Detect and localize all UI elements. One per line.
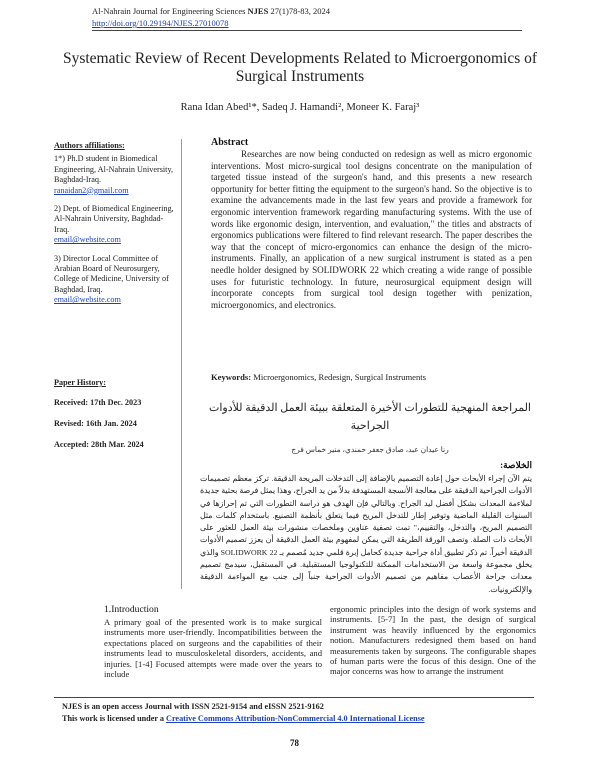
paper-title: Systematic Review of Recent Developments Related to Microergonomics of Surgical Instruments [62,50,538,85]
journal-name: Al-Nahrain Journal for Engineering Sciences [92,6,248,16]
arabic-authors: رنا عيدان عبد، صادق جعفر حمندي، منير خماس فرج [291,445,449,454]
page-number: 78 [290,738,299,748]
header-divider [92,30,522,31]
license-link[interactable]: Creative Commons Attribution-NonCommercial 4.0 International License [166,714,425,723]
affiliation-item [54,204,174,246]
introduction-heading: 1.Introduction [104,604,159,615]
journal-issn-note: NJES is an open access Journal with ISSN 2521-9154 and eISSN 2521-9162 [62,702,324,711]
affiliations-heading: Authors affiliations: [54,141,125,150]
received-date: Received: 17th Dec. 2023 [54,398,142,407]
footer-divider [54,697,534,698]
paper-history-panel [54,378,174,461]
arabic-abstract-body: يتم الآن إجراء الأبحاث حول إعادة التصميم بالإضافة إلى التدخلات المريحة الدقيقة. تركز معظم تصميمات الأدوات الجراحية الدقيقة على معالجة الأنسجة المستهدفة بدلاً من يد الجراح، وهذا يمثل فرصة بحثية جديدة لملاءمة المعدات بشكل أفضل ليد الجراح. وبالتالي فإن الهدف هو دراسة التطورات التي تم إحرازها في السنوات القليلة الماضية وتوفير إطار للتدخل المريح فيما يتعلق بأنظمة التصنيع. باستخدام كلمات مثل التصميم المريح، والتدخل، والتقييم،" تمت تصفية عناوين وملخصات منشورات بيئة العمل للعثور على الأبحاث ذات الصلة. وتصف الورقة الطريقة التي يمكن لمفهوم بيئة العمل الدقيقة أن يعزز تصميم الأدوات الدقيقة أخيراً. تم ذكر تطبيق أداة جراحية جديدة كحامل إبرة قلمي جديد مُصمم بـ SOLIDWORK 22 والذي يخلق مجموعة واسعة من الاستخدامات الممكنة للتكنولوجيا المستقبلية. في المستقبل، سيدمج تصميم معدات جراحة الأعصاب مفاهيم من تصميم الأدوات الجراحية جنباً إلى جنب مع المواءمة الدقيقة والإلكترونيات. [200,474,533,594]
journal-citation [92,6,330,17]
affiliation-item [54,254,174,306]
keywords-text: Microergonomics, Redesign, Surgical Instruments [251,372,426,382]
license-prefix: This work is licensed under a [62,714,167,723]
history-heading: Paper History: [54,378,106,387]
author-list: Rana Idan Abed¹*, Sadeq J. Hamandi², Moneer K. Faraj³ [180,102,420,113]
abstract-heading: Abstract [211,137,249,148]
affiliation-text: 3) Director Local Committee of Arabian Board of Neurosurgery, College of Medicine, University of Baghdad, Iraq. [54,253,169,294]
arabic-title: المراجعة المنهجية للتطورات الأخيرة المتعلقة ببيئة العمل الدقيقة للأدوات الجراحية [209,402,531,432]
revised-date: Revised: 16th Jan. 2024 [54,419,137,428]
keywords [211,372,541,382]
keywords-label: Keywords: [211,372,252,382]
introduction-column-1: A primary goal of the presented work is to make surgical instruments more user-friendly. Incompatibilities between the expectations placed on surgeons and the capabilities of their instruments lead to musculoskeletal disorders, accidents, and injuries. [1-4] Focused attempts were made over the years to include [104,617,322,680]
journal-abbrev: NJES [247,6,269,16]
accepted-date: Accepted: 28th Mar. 2024 [54,440,144,449]
affiliation-text: 2) Dept. of Biomedical Engineering, Al-Nahrain University, Baghdad-Iraq. [54,204,174,234]
introduction-column-2: ergonomic principles into the design of work systems and instruments. [5-7] In the past, the design of surgical instrument was heavily influenced by the ergonomics notion. Manufacturers redesigned them based on hand measurements taken by surgeons. The configurable shapes of human parts were the focus of this design. One of the major concerns was how to arrange the instrument [330,604,536,677]
column-divider [181,139,182,589]
affiliations-panel [54,141,174,314]
abstract-text: Researches are now being conducted on redesign as well as micro ergonomic interventions. Most micro-surgical tool designs concentrate on the manipulation of targeted tissue instead of the surgeon's hand, and this presents a new research opportunity for better fitting the equipment to the surgeon's hand. So the objective is to examine the advancements made in the last few years and provide a framework for ergonomic intervention framework regarding manufacturing systems. With the use of words like ergonomic design, intervention, and evaluation," the titles and abstracts of ergonomics publications were filtered to find relevant research. The paper describes the way that the concept of micro-ergonomics can enhance the design of the micro-instruments. Finally, an application of a new surgical instrument is stated as a pen needle holder designed by SOLIDWORK 22 which creating a wide range of possible uses for futuristic technology. In future, neurosurgical equipment design will incorporate concepts from surgical tool design together with penization, microergonomics, and electronics. [211,149,532,310]
abstract-body [211,149,532,311]
affiliation-email-link[interactable]: email@website.com [54,235,121,245]
arabic-abstract-heading: الخلاصة: [500,460,532,470]
doi-link[interactable]: http://doi.org/10.29194/NJES.27010078 [92,18,229,28]
affiliation-text: 1*) Ph.D student in Biomedical Engineering, Al-Nahrain University, Baghdad-Iraq. [54,154,174,185]
affiliation-email-link[interactable]: email@website.com [54,295,121,305]
journal-volume: 27(1)78-83, 2024 [268,6,330,16]
affiliation-email-link[interactable]: ranaidan2@gmail.com [54,185,129,195]
license-note [62,714,425,723]
affiliation-item [54,154,174,196]
